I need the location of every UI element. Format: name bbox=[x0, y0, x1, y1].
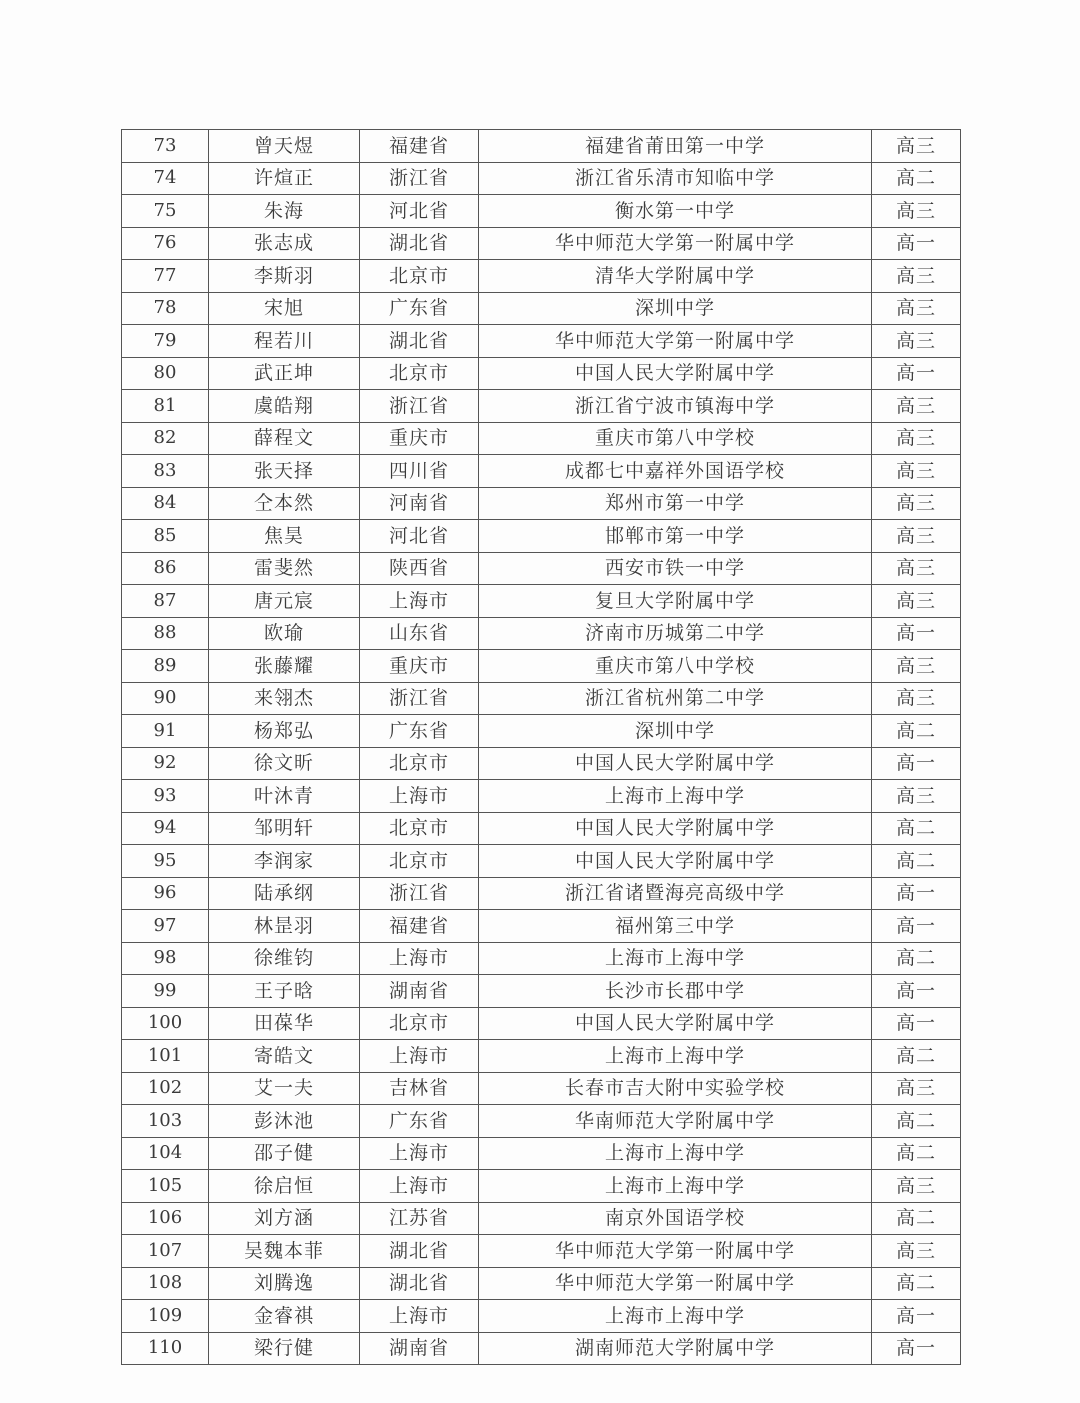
cell-number: 101 bbox=[122, 1040, 209, 1073]
cell-grade: 高三 bbox=[872, 422, 961, 455]
cell-province: 浙江省 bbox=[360, 390, 479, 423]
cell-number: 76 bbox=[122, 227, 209, 260]
table-row bbox=[122, 162, 961, 195]
cell-province: 上海市 bbox=[360, 1300, 479, 1333]
cell-province: 福建省 bbox=[360, 130, 479, 163]
cell-school: 深圳中学 bbox=[479, 715, 872, 748]
table-row bbox=[122, 1332, 961, 1365]
cell-grade: 高二 bbox=[872, 845, 961, 878]
cell-number: 89 bbox=[122, 650, 209, 683]
cell-province: 北京市 bbox=[360, 1007, 479, 1040]
cell-school: 济南市历城第二中学 bbox=[479, 617, 872, 650]
cell-number: 103 bbox=[122, 1105, 209, 1138]
cell-grade: 高二 bbox=[872, 1202, 961, 1235]
cell-school: 长沙市长郡中学 bbox=[479, 975, 872, 1008]
cell-number: 79 bbox=[122, 325, 209, 358]
cell-school: 上海市上海中学 bbox=[479, 780, 872, 813]
cell-name: 雷斐然 bbox=[209, 552, 360, 585]
cell-number: 98 bbox=[122, 942, 209, 975]
cell-grade: 高二 bbox=[872, 942, 961, 975]
cell-grade: 高三 bbox=[872, 292, 961, 325]
cell-province: 上海市 bbox=[360, 1040, 479, 1073]
table-row bbox=[122, 325, 961, 358]
cell-school: 南京外国语学校 bbox=[479, 1202, 872, 1235]
cell-province: 湖南省 bbox=[360, 975, 479, 1008]
table-row bbox=[122, 227, 961, 260]
cell-province: 北京市 bbox=[360, 747, 479, 780]
cell-grade: 高三 bbox=[872, 682, 961, 715]
table-row bbox=[122, 585, 961, 618]
cell-name: 杨郑弘 bbox=[209, 715, 360, 748]
cell-number: 81 bbox=[122, 390, 209, 423]
table-row bbox=[122, 1300, 961, 1333]
cell-name: 唐元宸 bbox=[209, 585, 360, 618]
table-row bbox=[122, 910, 961, 943]
cell-province: 上海市 bbox=[360, 780, 479, 813]
cell-school: 福州第三中学 bbox=[479, 910, 872, 943]
cell-grade: 高三 bbox=[872, 1170, 961, 1203]
cell-name: 徐文昕 bbox=[209, 747, 360, 780]
cell-number: 105 bbox=[122, 1170, 209, 1203]
cell-province: 广东省 bbox=[360, 1105, 479, 1138]
cell-school: 浙江省乐清市知临中学 bbox=[479, 162, 872, 195]
cell-number: 97 bbox=[122, 910, 209, 943]
cell-school: 上海市上海中学 bbox=[479, 1170, 872, 1203]
cell-province: 上海市 bbox=[360, 585, 479, 618]
cell-province: 广东省 bbox=[360, 292, 479, 325]
table-row bbox=[122, 942, 961, 975]
cell-name: 武正坤 bbox=[209, 357, 360, 390]
cell-name: 薛程文 bbox=[209, 422, 360, 455]
table-row bbox=[122, 1235, 961, 1268]
cell-province: 重庆市 bbox=[360, 650, 479, 683]
cell-school: 上海市上海中学 bbox=[479, 1137, 872, 1170]
cell-number: 74 bbox=[122, 162, 209, 195]
cell-name: 宋旭 bbox=[209, 292, 360, 325]
cell-number: 106 bbox=[122, 1202, 209, 1235]
cell-grade: 高二 bbox=[872, 1267, 961, 1300]
cell-school: 浙江省诸暨海亮高级中学 bbox=[479, 877, 872, 910]
cell-name: 张天择 bbox=[209, 455, 360, 488]
cell-grade: 高三 bbox=[872, 650, 961, 683]
cell-grade: 高三 bbox=[872, 487, 961, 520]
cell-number: 96 bbox=[122, 877, 209, 910]
table-row bbox=[122, 292, 961, 325]
cell-name: 田葆华 bbox=[209, 1007, 360, 1040]
cell-name: 叶沐青 bbox=[209, 780, 360, 813]
cell-school: 复旦大学附属中学 bbox=[479, 585, 872, 618]
table-row bbox=[122, 260, 961, 293]
table-row bbox=[122, 1007, 961, 1040]
cell-province: 湖北省 bbox=[360, 325, 479, 358]
cell-province: 湖南省 bbox=[360, 1332, 479, 1365]
cell-name: 李润家 bbox=[209, 845, 360, 878]
cell-number: 110 bbox=[122, 1332, 209, 1365]
cell-grade: 高三 bbox=[872, 325, 961, 358]
cell-grade: 高一 bbox=[872, 1007, 961, 1040]
cell-grade: 高二 bbox=[872, 812, 961, 845]
cell-number: 85 bbox=[122, 520, 209, 553]
cell-school: 重庆市第八中学校 bbox=[479, 650, 872, 683]
cell-number: 107 bbox=[122, 1235, 209, 1268]
cell-province: 湖北省 bbox=[360, 1235, 479, 1268]
cell-grade: 高三 bbox=[872, 390, 961, 423]
cell-province: 北京市 bbox=[360, 357, 479, 390]
table-row bbox=[122, 195, 961, 228]
cell-province: 上海市 bbox=[360, 1137, 479, 1170]
cell-name: 寄皓文 bbox=[209, 1040, 360, 1073]
cell-name: 梁行健 bbox=[209, 1332, 360, 1365]
cell-number: 93 bbox=[122, 780, 209, 813]
cell-school: 中国人民大学附属中学 bbox=[479, 1007, 872, 1040]
cell-school: 中国人民大学附属中学 bbox=[479, 747, 872, 780]
table-row bbox=[122, 487, 961, 520]
cell-province: 河北省 bbox=[360, 195, 479, 228]
cell-name: 艾一夫 bbox=[209, 1072, 360, 1105]
cell-name: 刘方涵 bbox=[209, 1202, 360, 1235]
cell-school: 衡水第一中学 bbox=[479, 195, 872, 228]
cell-name: 吴魏本菲 bbox=[209, 1235, 360, 1268]
cell-grade: 高一 bbox=[872, 357, 961, 390]
cell-grade: 高一 bbox=[872, 975, 961, 1008]
cell-number: 92 bbox=[122, 747, 209, 780]
table-row bbox=[122, 650, 961, 683]
cell-province: 上海市 bbox=[360, 942, 479, 975]
cell-grade: 高一 bbox=[872, 227, 961, 260]
table-row bbox=[122, 780, 961, 813]
cell-school: 上海市上海中学 bbox=[479, 942, 872, 975]
cell-name: 邵子健 bbox=[209, 1137, 360, 1170]
cell-province: 浙江省 bbox=[360, 877, 479, 910]
cell-name: 金睿祺 bbox=[209, 1300, 360, 1333]
cell-province: 上海市 bbox=[360, 1170, 479, 1203]
cell-grade: 高三 bbox=[872, 1235, 961, 1268]
table-row bbox=[122, 715, 961, 748]
roster-table bbox=[121, 129, 961, 1365]
cell-province: 广东省 bbox=[360, 715, 479, 748]
cell-name: 来翎杰 bbox=[209, 682, 360, 715]
cell-name: 刘腾逸 bbox=[209, 1267, 360, 1300]
cell-province: 福建省 bbox=[360, 910, 479, 943]
cell-grade: 高一 bbox=[872, 617, 961, 650]
cell-name: 张藤耀 bbox=[209, 650, 360, 683]
cell-grade: 高三 bbox=[872, 195, 961, 228]
cell-number: 82 bbox=[122, 422, 209, 455]
cell-school: 福建省莆田第一中学 bbox=[479, 130, 872, 163]
cell-school: 浙江省宁波市镇海中学 bbox=[479, 390, 872, 423]
cell-school: 湖南师范大学附属中学 bbox=[479, 1332, 872, 1365]
cell-name: 虞皓翔 bbox=[209, 390, 360, 423]
cell-grade: 高三 bbox=[872, 552, 961, 585]
cell-name: 陆承纲 bbox=[209, 877, 360, 910]
table-row bbox=[122, 357, 961, 390]
roster-body bbox=[122, 130, 961, 1365]
cell-province: 湖北省 bbox=[360, 227, 479, 260]
table-row bbox=[122, 1202, 961, 1235]
cell-number: 75 bbox=[122, 195, 209, 228]
cell-name: 徐启恒 bbox=[209, 1170, 360, 1203]
cell-school: 重庆市第八中学校 bbox=[479, 422, 872, 455]
cell-province: 浙江省 bbox=[360, 682, 479, 715]
table-row bbox=[122, 747, 961, 780]
cell-province: 江苏省 bbox=[360, 1202, 479, 1235]
table-row bbox=[122, 130, 961, 163]
cell-school: 中国人民大学附属中学 bbox=[479, 812, 872, 845]
table-row bbox=[122, 1040, 961, 1073]
cell-province: 四川省 bbox=[360, 455, 479, 488]
cell-number: 102 bbox=[122, 1072, 209, 1105]
cell-province: 浙江省 bbox=[360, 162, 479, 195]
cell-school: 邯郸市第一中学 bbox=[479, 520, 872, 553]
table-row bbox=[122, 520, 961, 553]
cell-province: 陕西省 bbox=[360, 552, 479, 585]
cell-name: 许煊正 bbox=[209, 162, 360, 195]
cell-name: 彭沐池 bbox=[209, 1105, 360, 1138]
cell-school: 深圳中学 bbox=[479, 292, 872, 325]
cell-school: 清华大学附属中学 bbox=[479, 260, 872, 293]
cell-name: 程若川 bbox=[209, 325, 360, 358]
cell-number: 99 bbox=[122, 975, 209, 1008]
cell-name: 仝本然 bbox=[209, 487, 360, 520]
cell-school: 郑州市第一中学 bbox=[479, 487, 872, 520]
cell-grade: 高二 bbox=[872, 162, 961, 195]
table-row bbox=[122, 390, 961, 423]
cell-number: 84 bbox=[122, 487, 209, 520]
cell-grade: 高二 bbox=[872, 1040, 961, 1073]
cell-number: 104 bbox=[122, 1137, 209, 1170]
cell-name: 曾天煜 bbox=[209, 130, 360, 163]
cell-school: 上海市上海中学 bbox=[479, 1300, 872, 1333]
cell-name: 张志成 bbox=[209, 227, 360, 260]
cell-name: 欧瑜 bbox=[209, 617, 360, 650]
cell-grade: 高三 bbox=[872, 780, 961, 813]
cell-school: 西安市铁一中学 bbox=[479, 552, 872, 585]
cell-grade: 高二 bbox=[872, 1137, 961, 1170]
table-row bbox=[122, 552, 961, 585]
table-row bbox=[122, 617, 961, 650]
cell-school: 浙江省杭州第二中学 bbox=[479, 682, 872, 715]
cell-province: 北京市 bbox=[360, 812, 479, 845]
cell-number: 87 bbox=[122, 585, 209, 618]
cell-grade: 高一 bbox=[872, 1332, 961, 1365]
cell-name: 王子晗 bbox=[209, 975, 360, 1008]
table-row bbox=[122, 877, 961, 910]
cell-name: 朱海 bbox=[209, 195, 360, 228]
cell-school: 上海市上海中学 bbox=[479, 1040, 872, 1073]
cell-grade: 高一 bbox=[872, 747, 961, 780]
cell-number: 78 bbox=[122, 292, 209, 325]
table-row bbox=[122, 1137, 961, 1170]
cell-number: 108 bbox=[122, 1267, 209, 1300]
cell-number: 88 bbox=[122, 617, 209, 650]
table-row bbox=[122, 1105, 961, 1138]
cell-grade: 高三 bbox=[872, 520, 961, 553]
cell-name: 林昰羽 bbox=[209, 910, 360, 943]
cell-number: 80 bbox=[122, 357, 209, 390]
table-row bbox=[122, 455, 961, 488]
cell-province: 北京市 bbox=[360, 845, 479, 878]
cell-school: 长春市吉大附中实验学校 bbox=[479, 1072, 872, 1105]
table-row bbox=[122, 975, 961, 1008]
cell-school: 华中师范大学第一附属中学 bbox=[479, 325, 872, 358]
table-row bbox=[122, 1267, 961, 1300]
cell-school: 中国人民大学附属中学 bbox=[479, 845, 872, 878]
cell-province: 北京市 bbox=[360, 260, 479, 293]
table-row bbox=[122, 422, 961, 455]
cell-number: 77 bbox=[122, 260, 209, 293]
cell-province: 湖北省 bbox=[360, 1267, 479, 1300]
cell-school: 成都七中嘉祥外国语学校 bbox=[479, 455, 872, 488]
cell-grade: 高三 bbox=[872, 130, 961, 163]
table-row bbox=[122, 812, 961, 845]
cell-number: 83 bbox=[122, 455, 209, 488]
cell-province: 河南省 bbox=[360, 487, 479, 520]
cell-name: 徐维钧 bbox=[209, 942, 360, 975]
cell-province: 河北省 bbox=[360, 520, 479, 553]
cell-school: 华中师范大学第一附属中学 bbox=[479, 227, 872, 260]
cell-grade: 高二 bbox=[872, 1105, 961, 1138]
cell-grade: 高二 bbox=[872, 715, 961, 748]
cell-grade: 高三 bbox=[872, 585, 961, 618]
cell-school: 华中师范大学第一附属中学 bbox=[479, 1267, 872, 1300]
cell-grade: 高三 bbox=[872, 455, 961, 488]
cell-school: 中国人民大学附属中学 bbox=[479, 357, 872, 390]
table-row bbox=[122, 1170, 961, 1203]
cell-name: 李斯羽 bbox=[209, 260, 360, 293]
cell-number: 73 bbox=[122, 130, 209, 163]
cell-number: 109 bbox=[122, 1300, 209, 1333]
cell-school: 华南师范大学附属中学 bbox=[479, 1105, 872, 1138]
cell-number: 100 bbox=[122, 1007, 209, 1040]
table-row bbox=[122, 1072, 961, 1105]
cell-grade: 高一 bbox=[872, 910, 961, 943]
cell-province: 重庆市 bbox=[360, 422, 479, 455]
cell-grade: 高一 bbox=[872, 877, 961, 910]
table-row bbox=[122, 682, 961, 715]
cell-name: 邹明轩 bbox=[209, 812, 360, 845]
cell-number: 86 bbox=[122, 552, 209, 585]
cell-grade: 高三 bbox=[872, 1072, 961, 1105]
cell-grade: 高三 bbox=[872, 260, 961, 293]
cell-number: 91 bbox=[122, 715, 209, 748]
cell-name: 焦昊 bbox=[209, 520, 360, 553]
cell-number: 95 bbox=[122, 845, 209, 878]
cell-province: 吉林省 bbox=[360, 1072, 479, 1105]
cell-province: 山东省 bbox=[360, 617, 479, 650]
cell-number: 90 bbox=[122, 682, 209, 715]
cell-number: 94 bbox=[122, 812, 209, 845]
cell-school: 华中师范大学第一附属中学 bbox=[479, 1235, 872, 1268]
table-row bbox=[122, 845, 961, 878]
cell-grade: 高一 bbox=[872, 1300, 961, 1333]
